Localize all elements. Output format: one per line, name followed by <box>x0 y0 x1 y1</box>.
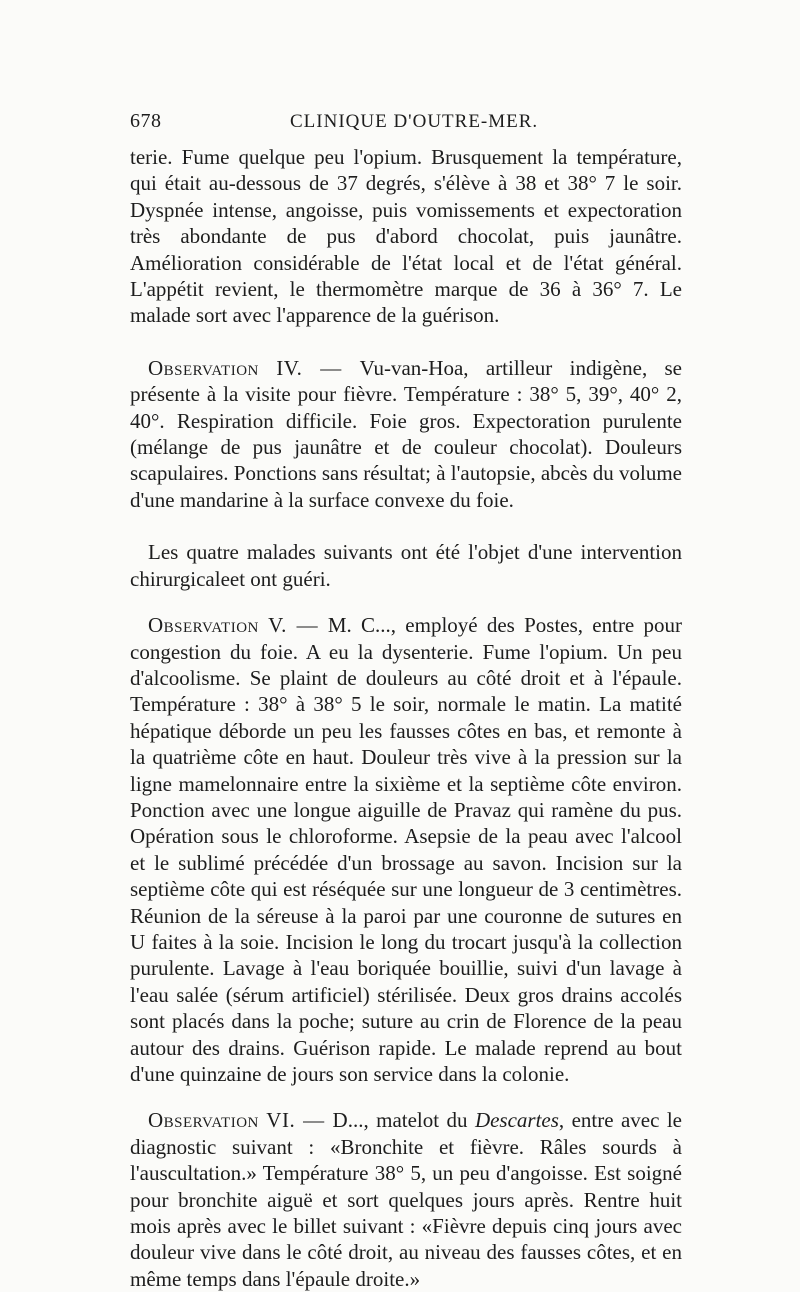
observation-text-continued: , entre avec le diagnostic suivant : «Bronchite et fièvre. Râles sourds à l'auscultation.» Température 38° 5, un peu d'angoisse. Est soigné pour bronchite aiguë et sort quelques jours après. Rentre huit mois après avec le billet suivant : «Fièvre depuis cinq jours avec douleur vive dans le côté droit, au niveau des fausses côtes, et en même temps dans l'épaule droite.» <box>130 1108 682 1291</box>
observation-text: D..., matelot du <box>332 1108 475 1133</box>
observation-number: V. — <box>268 613 328 638</box>
observation-number: VI. — <box>266 1108 333 1133</box>
page-header <box>130 110 682 144</box>
intro-paragraph: Les quatre malades suivants ont été l'objet d'une intervention chirurgicaleet ont guéri. <box>130 540 682 591</box>
page-number: 678 <box>130 110 162 132</box>
observation-label: Observation <box>148 613 259 638</box>
observation-label: Observation <box>148 355 259 380</box>
ship-name: Descartes <box>474 1108 559 1133</box>
paragraph-continued: terie. Fume quelque peu l'opium. Brusquement la température, qui était au-dessous de 37 degrés, s'élève à 38 et 38° 7 le soir. Dyspnée intense, angoisse, puis vomissements et expectoration très abondante de pus d'abord chocolat, puis jaunâtre. Amélioration considérable de l'état local et de l'état général. L'appétit revient, le thermomètre marque de 36 à 36° 7. Le malade sort avec l'apparence de la guérison. <box>130 145 682 328</box>
observation-5 <box>130 612 682 1087</box>
observation-text: M. C..., employé des Postes, entre pour congestion du foie. A eu la dysenterie. Fume l'opium. Un peu d'alcoolisme. Se plaint de douleurs au côté droit et à l'épaule. Température : 38° à 38° 5 le soir, normale le matin. La matité hépatique déborde un peu les fausses côtes en bas, et remonte à la quatrième côte en haut. Douleur très vive à la pression sur la ligne mamelonnaire entre la sixième et la septième côte environ. Ponction avec une longue aiguille de Pravaz qui ramène du pus. Opération sous le chloroforme. Asepsie de la peau avec l'alcool et le sublimé précédée d'un brossage au savon. Incision sur la septième côte qui est réséquée sur une longueur de 3 centimètres. Réunion de la séreuse à la paroi par une couronne de sutures en U faites à la soie. Incision le long du trocart jusqu'à la collection purulente. Lavage à l'eau boriquée bouillie, suivi d'un lavage à l'eau salée (sérum artificiel) stérilisée. Deux gros drains accolés sont placés dans la poche; suture au crin de Florence de la peau autour des drains. Guérison rapide. Le malade reprend au bout d'une quinzaine de jours son service dans la colonie. <box>130 613 683 1086</box>
observation-text: Vu-van-Hoa, artilleur indigène, se présente à la visite pour fièvre. Température : 38° 5, 39°, 40° 2, 40°. Respiration difficile. Foie gros. Expectoration purulente (mélange de pus jaunâtre et de couleur chocolat). Douleurs scapulaires. Ponctions sans résultat; à l'autopsie, abcès du volume d'une mandarine à la surface convexe du foie. <box>130 355 683 512</box>
observation-4 <box>130 355 682 513</box>
running-title: CLINIQUE D'OUTRE-MER. <box>290 111 539 132</box>
observation-label: Observation <box>148 1108 259 1133</box>
book-page <box>130 110 682 1292</box>
observation-6 <box>130 1107 682 1292</box>
observation-number: IV. — <box>276 355 360 380</box>
